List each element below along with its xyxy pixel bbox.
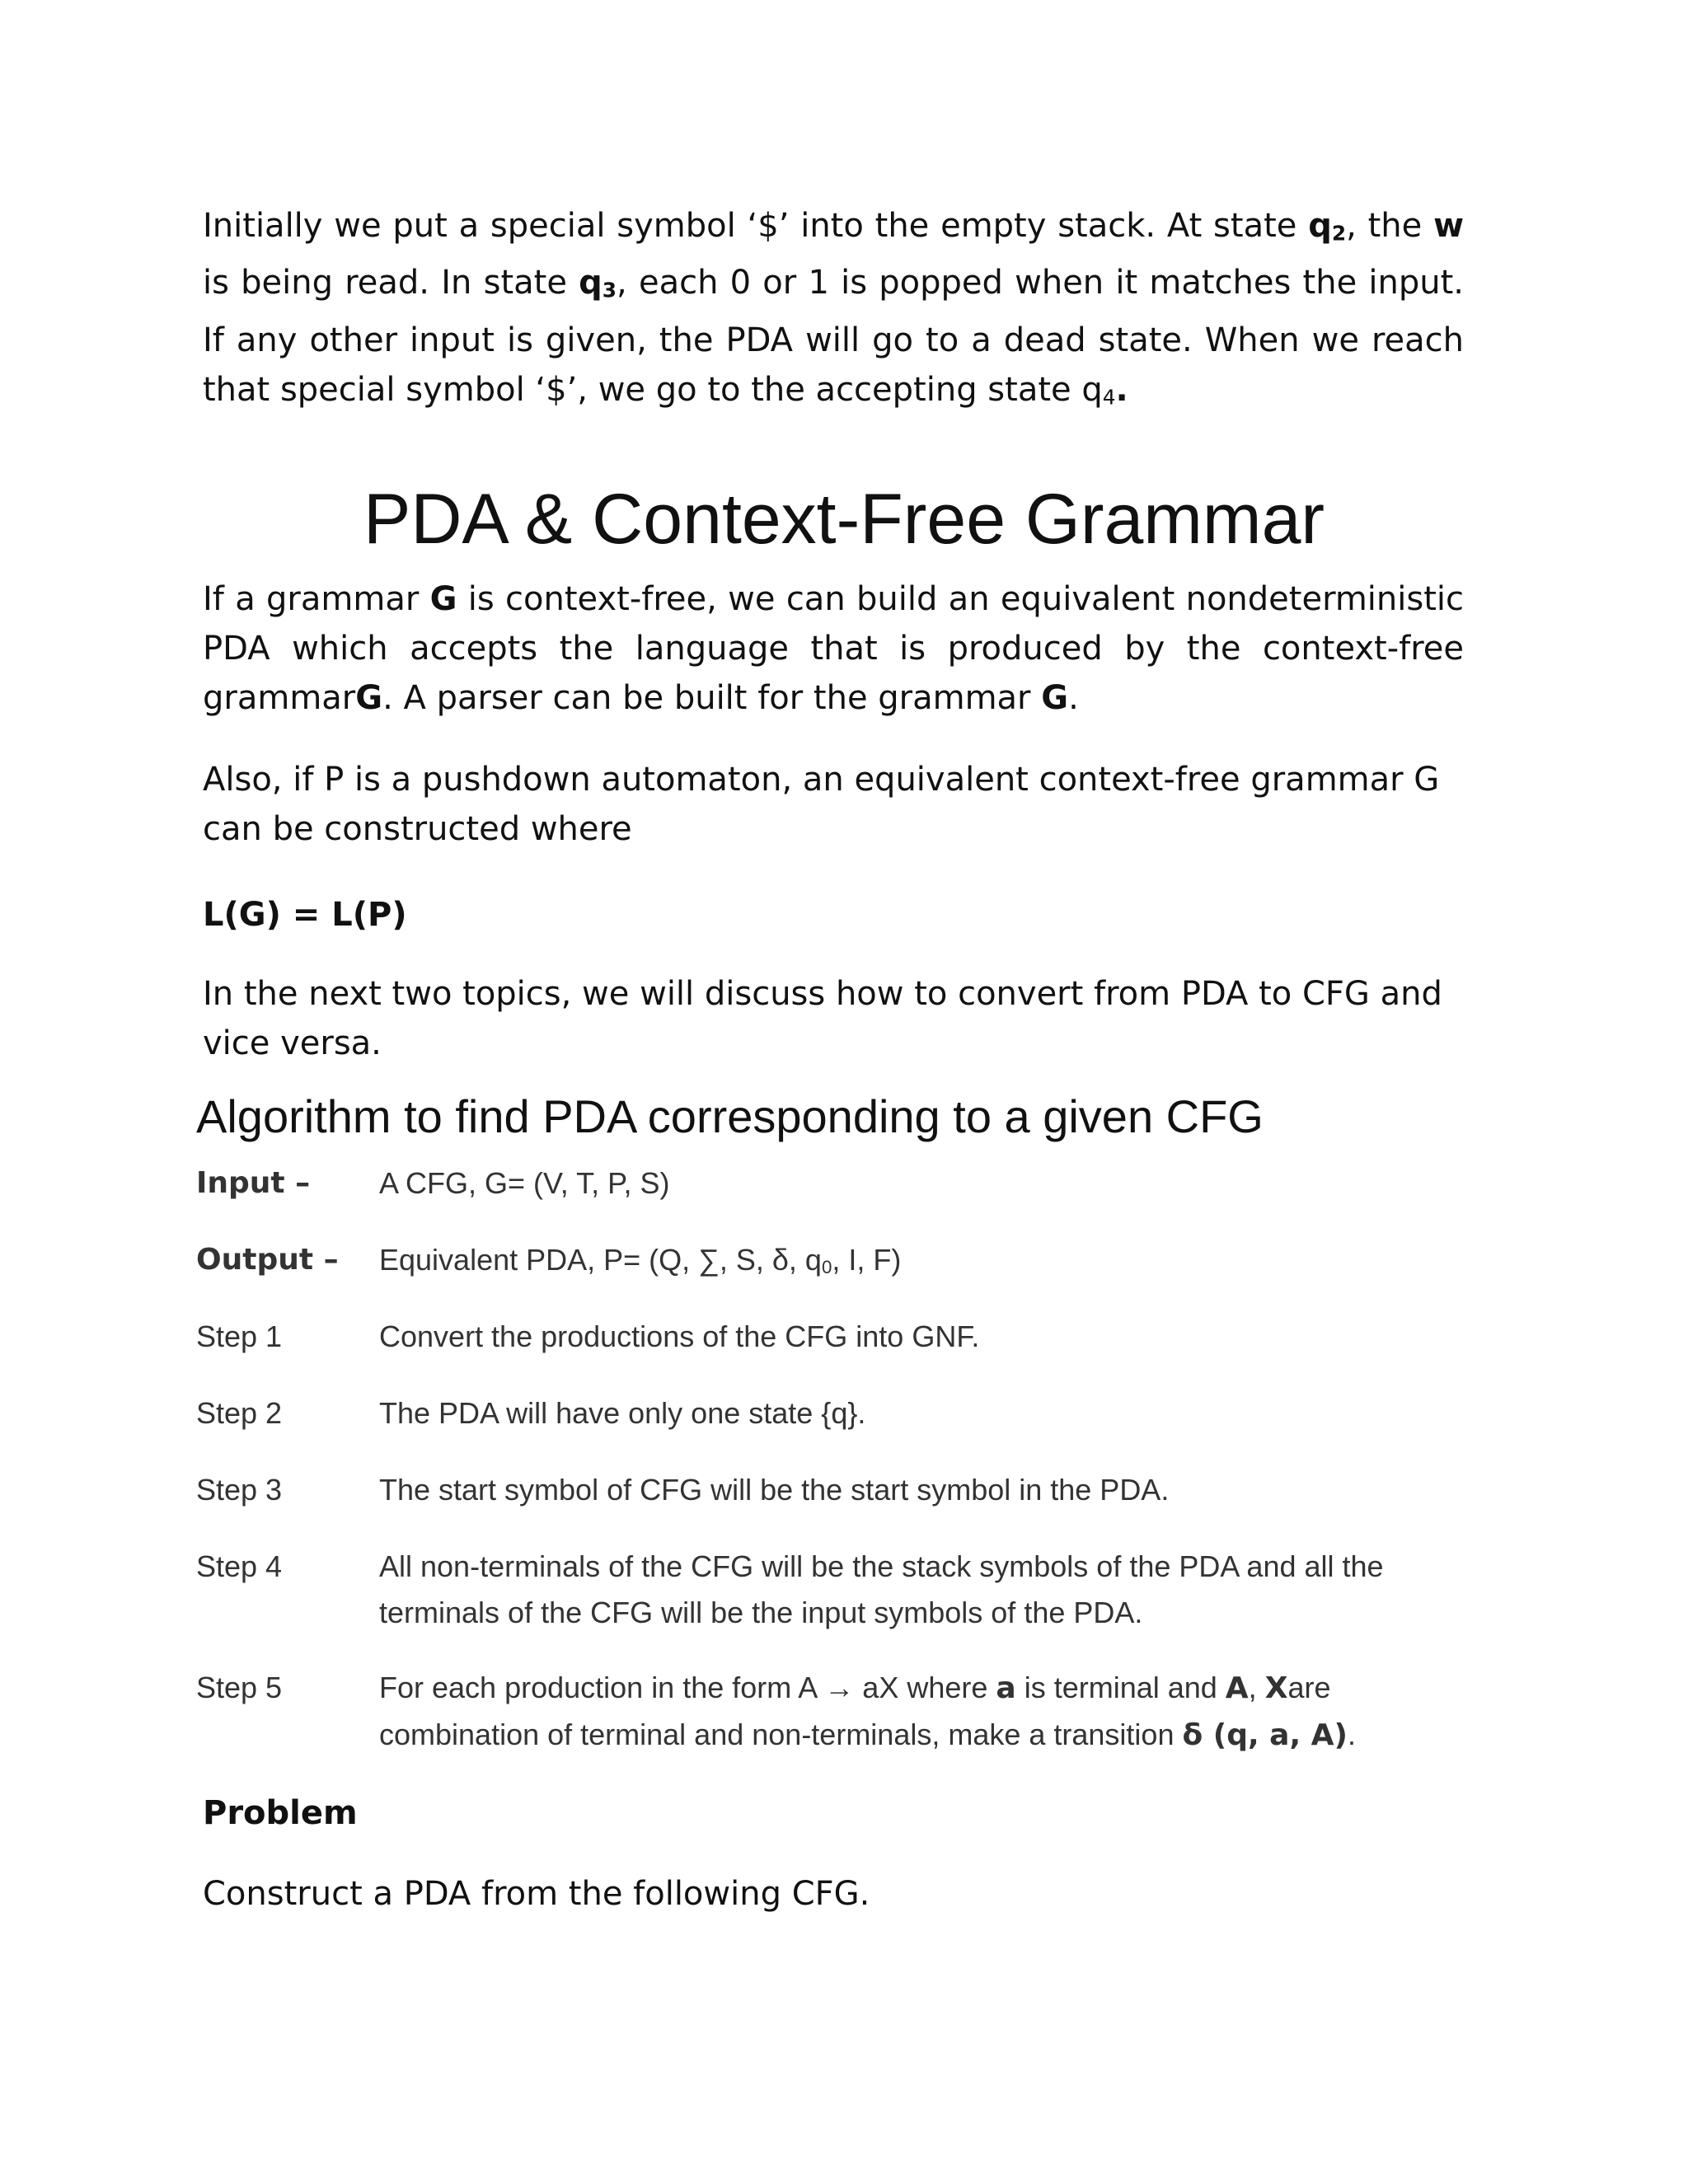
output-value: Equivalent PDA, P= (Q, ∑, S, δ, q0, I, F) (379, 1243, 902, 1278)
problem-heading: Problem (203, 1794, 358, 1832)
step-label: Step 4 (196, 1549, 283, 1583)
section-heading-algorithm: Algorithm to find PDA corresponding to a given CFG (196, 1090, 1264, 1142)
intro-text-3: is being read. In state (203, 264, 579, 302)
step-label: Step 3 (196, 1473, 283, 1507)
grammar-g-1: G (429, 580, 457, 618)
transition-delta: δ (q, a, A) (1182, 1718, 1348, 1752)
step-text: For each production in the form A → aX where a is terminal and A, Xare combination of terminal and non-terminals, make a transition δ (q, a, A). (379, 1671, 1357, 1752)
step-text: Convert the productions of the CFG into GNF. (379, 1319, 980, 1353)
step-text: The PDA will have only one state {q}. (379, 1396, 866, 1430)
intro-text-1: Initially we put a special symbol ‘$’ into the empty stack. At state (203, 207, 1309, 245)
state-q4-subscript: 4 (1102, 385, 1116, 410)
section-heading-pda-cfg: PDA & Context-Free Grammar (363, 480, 1325, 559)
step-text: The start symbol of CFG will be the start symbol in the PDA. (379, 1473, 1170, 1507)
input-value: A CFG, G= (V, T, P, S) (379, 1166, 670, 1200)
equation-lg-lp: L(G) = L(P) (203, 896, 407, 934)
symbol-w: w (1433, 207, 1465, 245)
intro-text-2: , the (1346, 207, 1434, 245)
step-label: Step 1 (196, 1319, 283, 1353)
step-label: Step 2 (196, 1396, 283, 1430)
input-label: Input – (196, 1166, 311, 1200)
state-q2: q2 (1308, 207, 1347, 246)
step-label: Step 5 (196, 1671, 283, 1704)
intro-text-4: , each 0 or 1 is popped when it matches the input. If any other input is given, the PDA will go to a dead state. When we reach that special symbol ‘$’, we go to the accepting state q (203, 264, 1464, 409)
state-q3: q3 (579, 264, 617, 302)
intro-paragraph (203, 201, 1464, 422)
grammar-g-3: G (1041, 679, 1069, 717)
pushdown-paragraph: Also, if P is a pushdown automaton, an equivalent context-free grammar G can be constructed where (203, 761, 1440, 848)
grammar-paragraph: If a grammar G is context-free, we can build an equivalent nondeterministic PDA which accepts the language that is produced by the context-free grammarG. A parser can be built for the grammar G. (203, 580, 1464, 717)
output-label: Output – (196, 1243, 339, 1277)
next-topics-paragraph: In the next two topics, we will discuss how to convert from PDA to CFG and vice versa. (203, 975, 1442, 1062)
grammar-g-2: G (355, 679, 383, 717)
intro-text-5: . (1115, 370, 1128, 409)
problem-text: Construct a PDA from the following CFG. (203, 1875, 870, 1913)
step-text: All non-terminals of the CFG will be the stack symbols of the PDA and all the terminals of the CFG will be the input symbols of the PDA. (379, 1549, 1384, 1629)
